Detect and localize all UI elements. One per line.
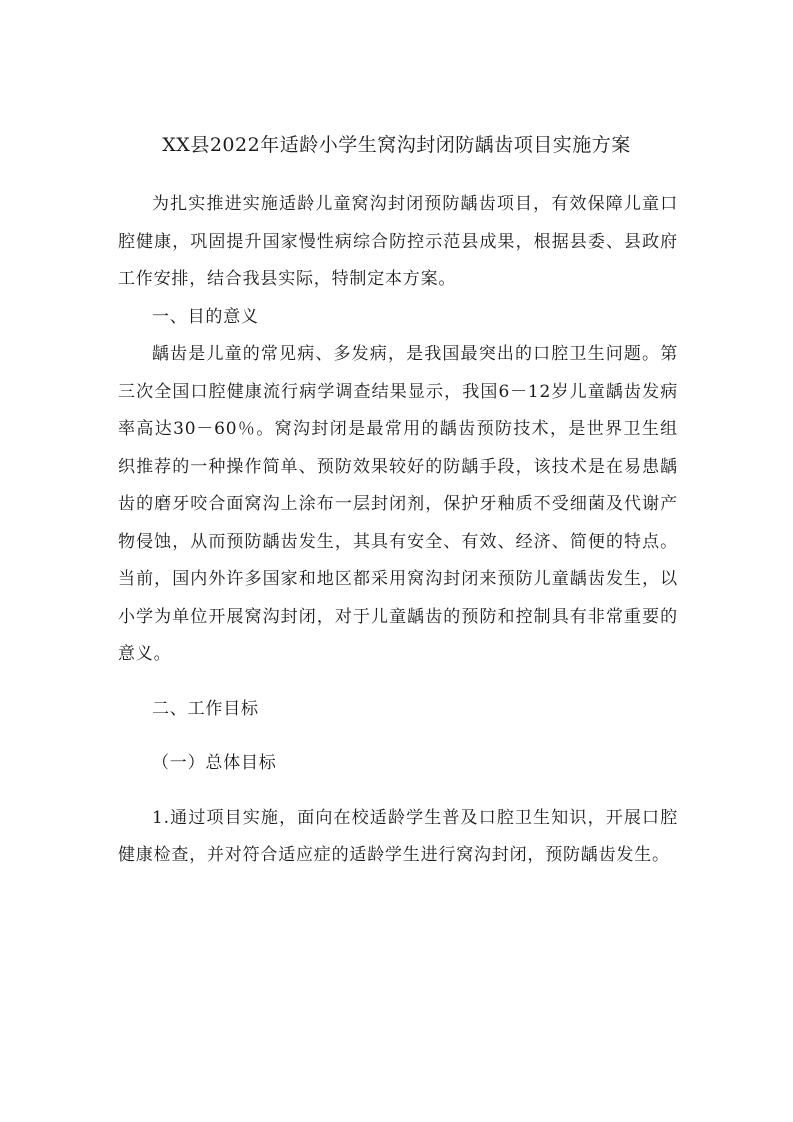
document-title: XX县2022年适龄小学生窝沟封闭防龋齿项目实施方案 — [162, 134, 631, 156]
intro-paragraph: 为扎实推进实施适龄儿童窝沟封闭预防龋齿项目，有效保障儿童口腔健康，巩固提升国家慢性病综合防控示范县成果，根据县委、县政府工作安排，结合我县实际，特制定本方案。 — [118, 194, 678, 289]
section-2-subheading: （一）总体目标 — [152, 753, 277, 773]
section-1-heading: 一、目的意义 — [152, 306, 259, 327]
section-2-item-1: 1.通过项目实施，面向在校适龄学生普及口腔卫生知识，开展口腔健康检查，并对符合适应症的适龄学生进行窝沟封闭，预防龋齿发生。 — [118, 807, 678, 865]
document-body — [118, 186, 678, 875]
section-2-heading: 二、工作目标 — [152, 698, 259, 719]
section-1-paragraph: 龋齿是儿童的常见病、多发病，是我国最突出的口腔卫生问题。第三次全国口腔健康流行病学调查结果显示，我国6－12岁儿童龋齿发病率高达30－60％。窝沟封闭是最常用的龋齿预防技术，是世界卫生组织推荐的一种操作简单、预防效果较好的防龋手段，该技术是在易患龋齿的磨牙咬合面窝沟上涂布一层封闭剂，保护牙釉质不受细菌及代谢产物侵蚀，从而预防龋齿发生，其具有安全、有效、经济、简便的特点。当前，国内外许多国家和地区都采用窝沟封闭来预防儿童龋齿发生，以小学为单位开展窝沟封闭，对于儿童龋齿的预防和控制具有非常重要的意义。 — [118, 344, 678, 664]
